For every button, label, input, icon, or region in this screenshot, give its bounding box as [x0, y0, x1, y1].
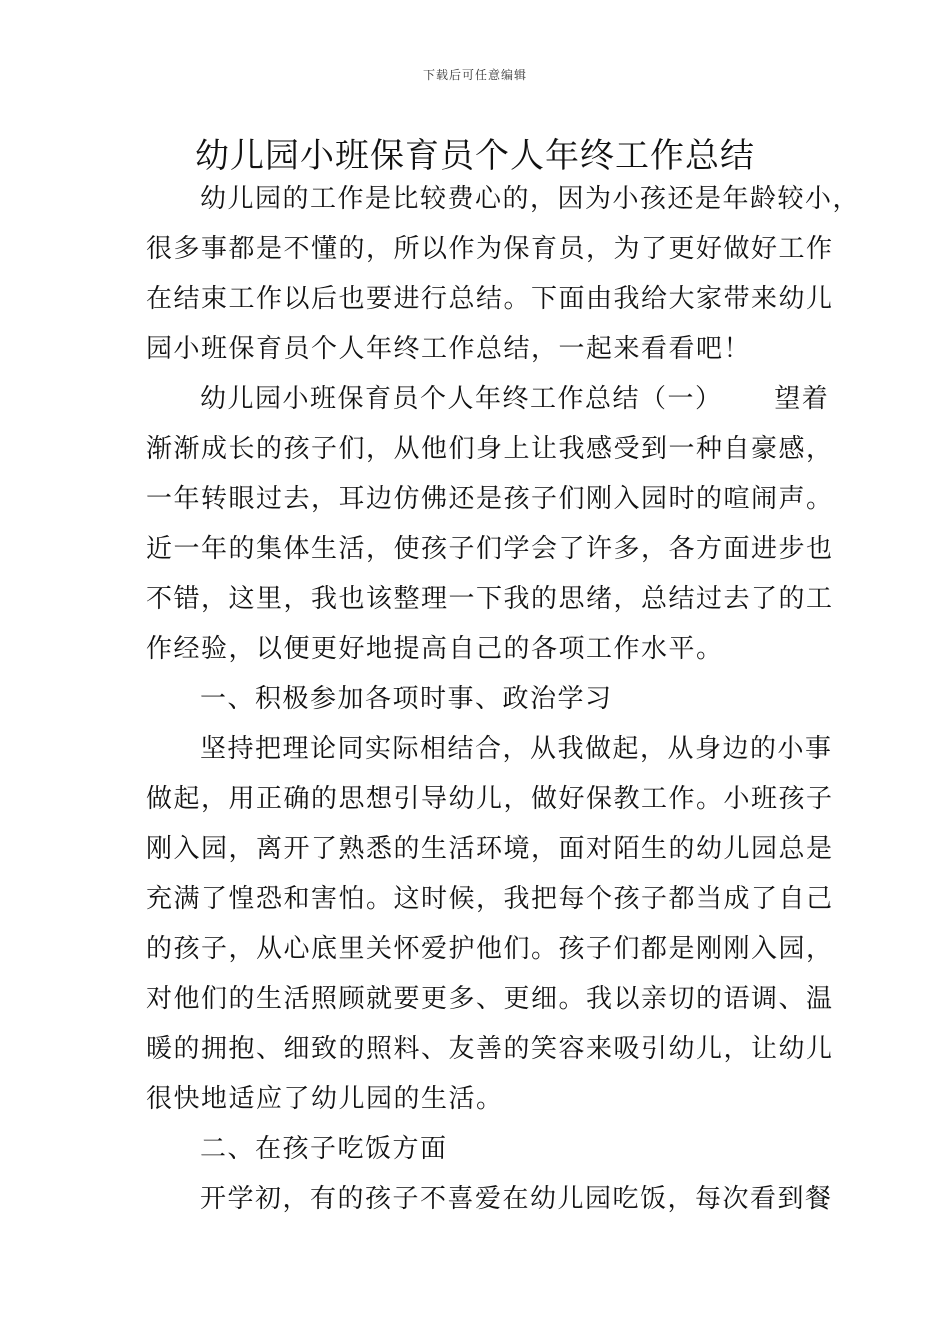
text-line: 一年转眼过去，耳边仿佛还是孩子们刚入园时的喧闹声。	[146, 484, 834, 514]
header-note: 下载后可任意编辑	[422, 68, 527, 82]
text-line: 坚持把理论同实际相结合，从我做起，从身边的小事	[200, 734, 833, 764]
text-line: 刚入园，离开了熟悉的生活环境，面对陌生的幼儿园总是	[146, 834, 834, 864]
text-line: 在结束工作以后也要进行总结。下面由我给大家带来幼儿	[146, 284, 834, 314]
text-line: 园小班保育员个人年终工作总结，一起来看看吧！	[146, 334, 752, 364]
text-line: 很快地适应了幼儿园的生活。	[146, 1084, 504, 1114]
text-line: 做起，用正确的思想引导幼儿，做好保教工作。小班孩子	[146, 784, 834, 814]
text-line: 一、积极参加各项时事、政治学习	[200, 684, 613, 714]
text-line: 二、在孩子吃饭方面	[200, 1134, 448, 1164]
text-line: 开学初，有的孩子不喜爱在幼儿园吃饭，每次看到餐	[200, 1184, 833, 1214]
text-line: 充满了惶恐和害怕。这时候，我把每个孩子都当成了自己	[146, 884, 834, 914]
text-line: 幼儿园的工作是比较费心的，因为小孩还是年龄较小，	[200, 184, 861, 214]
text-line: 不错，这里，我也该整理一下我的思绪，总结过去了的工	[146, 584, 834, 614]
text-line: 的孩子，从心底里关怀爱护他们。孩子们都是刚刚入园，	[146, 934, 834, 964]
document-body	[146, 174, 861, 1224]
document-title: 幼儿园小班保育员个人年终工作总结	[195, 136, 755, 176]
text-line: 渐渐成长的孩子们，从他们身上让我感受到一种自豪感，	[146, 434, 834, 464]
text-line: 作经验，以便更好地提高自己的各项工作水平。	[146, 634, 724, 664]
text-line: 暖的拥抱、细致的照料、友善的笑容来吸引幼儿，让幼儿	[146, 1034, 834, 1064]
text-line: 对他们的生活照顾就要更多、更细。我以亲切的语调、温	[146, 984, 834, 1014]
text-line: 很多事都是不懂的，所以作为保育员，为了更好做好工作	[146, 234, 834, 264]
text-line: 幼儿园小班保育员个人年终工作总结（一） 望着	[200, 384, 830, 414]
text-line: 近一年的集体生活，使孩子们学会了许多，各方面进步也	[146, 534, 834, 564]
